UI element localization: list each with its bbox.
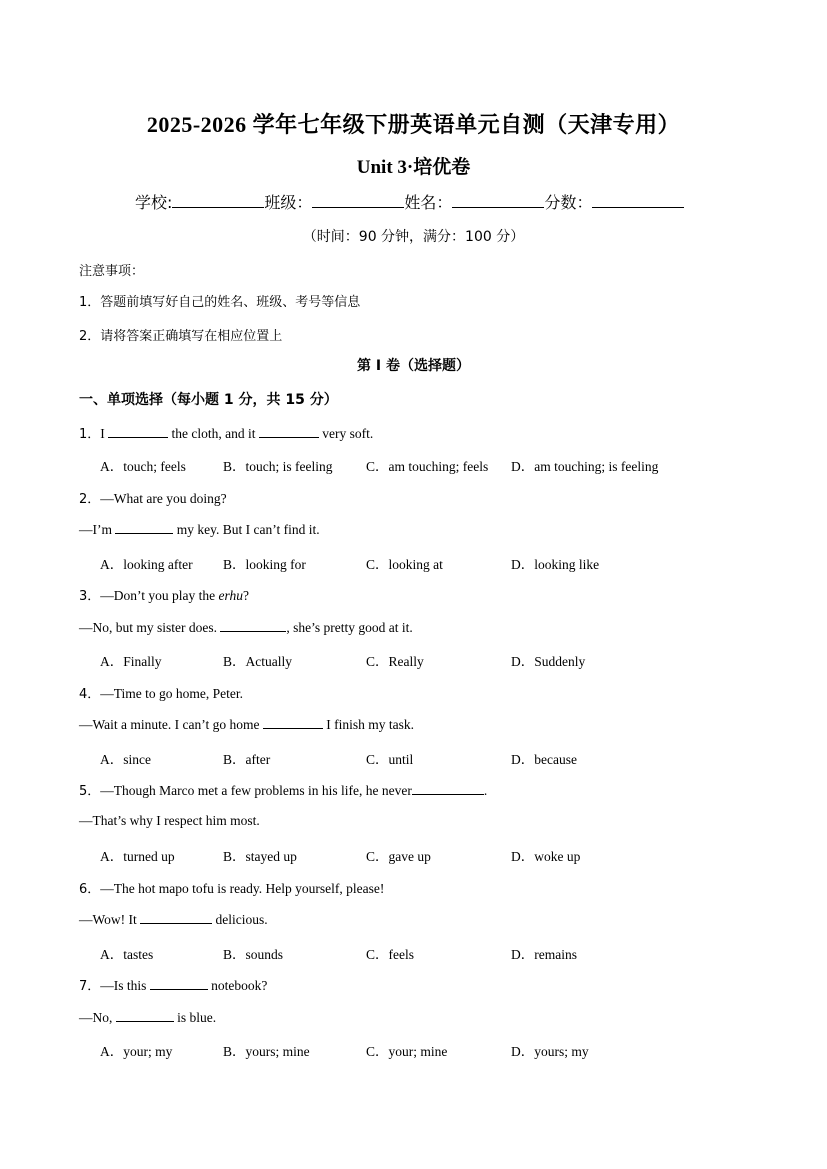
- option-c[interactable]: C．feels: [366, 947, 414, 962]
- page-subtitle: Unit 3·培优卷: [356, 157, 471, 178]
- question-number: 1．: [79, 427, 101, 442]
- option-b[interactable]: B．stayed up: [223, 849, 297, 864]
- question-2-reply: [79, 520, 320, 538]
- answer-blank[interactable]: [412, 781, 484, 795]
- option-c[interactable]: C．Really: [366, 654, 424, 669]
- stem-text: —The hot mapo tofu is ready. Help yourself, please!: [100, 881, 385, 896]
- option-a[interactable]: A．since: [100, 752, 151, 767]
- answer-blank[interactable]: [259, 424, 319, 438]
- stem-text: —I’m: [79, 522, 116, 537]
- question-4-reply: [79, 715, 414, 733]
- answer-blank[interactable]: [140, 910, 212, 924]
- question-3-stem: [79, 585, 249, 604]
- option-c[interactable]: C．am touching; feels: [366, 459, 489, 474]
- stem-text: I finish my task.: [322, 717, 414, 732]
- option-d[interactable]: D．woke up: [511, 849, 581, 864]
- question-4-options: [100, 748, 740, 766]
- stem-italic-text: erhu: [218, 588, 244, 603]
- question-number: 5．: [79, 784, 101, 799]
- question-2-stem: [79, 488, 227, 507]
- option-a[interactable]: A．turned up: [100, 849, 175, 864]
- question-number: 6．: [79, 882, 101, 897]
- option-b[interactable]: B．sounds: [223, 947, 284, 962]
- stem-text: —Wow! It: [79, 912, 141, 927]
- school-blank[interactable]: [172, 193, 264, 208]
- question-1-options: [100, 455, 740, 473]
- school-label: 学校:: [135, 193, 173, 212]
- question-1-stem: [79, 423, 373, 442]
- question-7-stem: [79, 975, 267, 994]
- stem-text: —No,: [79, 1010, 116, 1025]
- option-b[interactable]: B．after: [223, 752, 271, 767]
- section-title: 一、单项选择（每小题 1 分，共 15 分）: [79, 392, 338, 408]
- option-c[interactable]: C．until: [366, 752, 414, 767]
- question-3-options: [100, 650, 740, 668]
- class-blank[interactable]: [312, 193, 404, 208]
- question-6-reply: [79, 910, 268, 928]
- page-title: 2025-2026 学年七年级下册英语单元自测（天津专用）: [146, 112, 681, 137]
- option-a[interactable]: A．your; my: [100, 1044, 173, 1059]
- question-number: 3．: [79, 589, 101, 604]
- student-info-line: [135, 190, 684, 213]
- option-d[interactable]: D．yours; my: [511, 1044, 589, 1059]
- question-number: 4．: [79, 687, 101, 702]
- option-b[interactable]: B．yours; mine: [223, 1044, 310, 1059]
- option-c[interactable]: C．gave up: [366, 849, 431, 864]
- option-a[interactable]: A．tastes: [100, 947, 154, 962]
- stem-text: —Time to go home, Peter.: [100, 686, 244, 701]
- question-6-stem: [79, 878, 384, 897]
- question-5-reply: [79, 813, 260, 829]
- part-title: 第 I 卷（选择题）: [357, 358, 470, 374]
- question-7-reply: [79, 1008, 216, 1026]
- stem-text: —Don’t you play the: [100, 588, 219, 603]
- option-a[interactable]: A．touch; feels: [100, 459, 186, 474]
- answer-blank[interactable]: [263, 715, 323, 729]
- stem-text: my key. But I can’t find it.: [173, 522, 320, 537]
- option-b[interactable]: B．touch; is feeling: [223, 459, 333, 474]
- stem-text: ?: [243, 588, 250, 603]
- question-3-reply: [79, 618, 413, 636]
- question-6-options: [100, 943, 740, 961]
- stem-text: —Wait a minute. I can’t go home: [79, 717, 263, 732]
- answer-blank[interactable]: [220, 618, 286, 632]
- stem-text: is blue.: [173, 1010, 217, 1025]
- stem-text: delicious.: [212, 912, 268, 927]
- answer-blank[interactable]: [116, 1008, 174, 1022]
- answer-blank[interactable]: [150, 976, 208, 990]
- question-number: 7．: [79, 979, 101, 994]
- stem-text: very soft.: [318, 426, 374, 441]
- option-d[interactable]: D．remains: [511, 947, 577, 962]
- answer-blank[interactable]: [115, 520, 173, 534]
- question-4-stem: [79, 683, 243, 702]
- question-5-stem: [79, 780, 487, 799]
- name-label: 姓名：: [404, 193, 453, 212]
- score-blank[interactable]: [592, 193, 684, 208]
- question-2-options: [100, 553, 740, 571]
- option-d[interactable]: D．Suddenly: [511, 654, 586, 669]
- option-c[interactable]: C．looking at: [366, 557, 443, 572]
- notes-title: 注意事项：: [79, 264, 145, 279]
- stem-text: I: [100, 426, 109, 441]
- note-item: 1．答题前填写好自己的姓名、班级、考号等信息: [79, 295, 361, 310]
- stem-text: —That’s why I respect him most.: [79, 813, 260, 828]
- stem-text: —No, but my sister does.: [79, 620, 221, 635]
- option-d[interactable]: D．am touching; is feeling: [511, 459, 659, 474]
- option-a[interactable]: A．looking after: [100, 557, 193, 572]
- option-b[interactable]: B．Actually: [223, 654, 292, 669]
- option-d[interactable]: D．looking like: [511, 557, 600, 572]
- option-a[interactable]: A．Finally: [100, 654, 162, 669]
- stem-text: , she’s pretty good at it.: [286, 620, 413, 635]
- stem-text: —What are you doing?: [100, 491, 227, 506]
- stem-text: —Is this: [100, 978, 150, 993]
- option-c[interactable]: C．your; mine: [366, 1044, 448, 1059]
- time-note: （时间：90 分钟，满分：100 分）: [302, 229, 525, 245]
- answer-blank[interactable]: [108, 424, 168, 438]
- name-blank[interactable]: [452, 193, 544, 208]
- question-number: 2．: [79, 492, 101, 507]
- stem-text: the cloth, and it: [168, 426, 259, 441]
- option-b[interactable]: B．looking for: [223, 557, 306, 572]
- score-label: 分数：: [544, 193, 593, 212]
- option-d[interactable]: D．because: [511, 752, 577, 767]
- stem-text: .: [483, 783, 488, 798]
- class-label: 班级：: [264, 193, 313, 212]
- stem-text: —Though Marco met a few problems in his life, he never: [100, 783, 412, 798]
- note-item: 2．请将答案正确填写在相应位置上: [79, 329, 283, 344]
- stem-text: notebook?: [207, 978, 268, 993]
- question-5-options: [100, 845, 740, 863]
- question-7-options: [100, 1040, 740, 1058]
